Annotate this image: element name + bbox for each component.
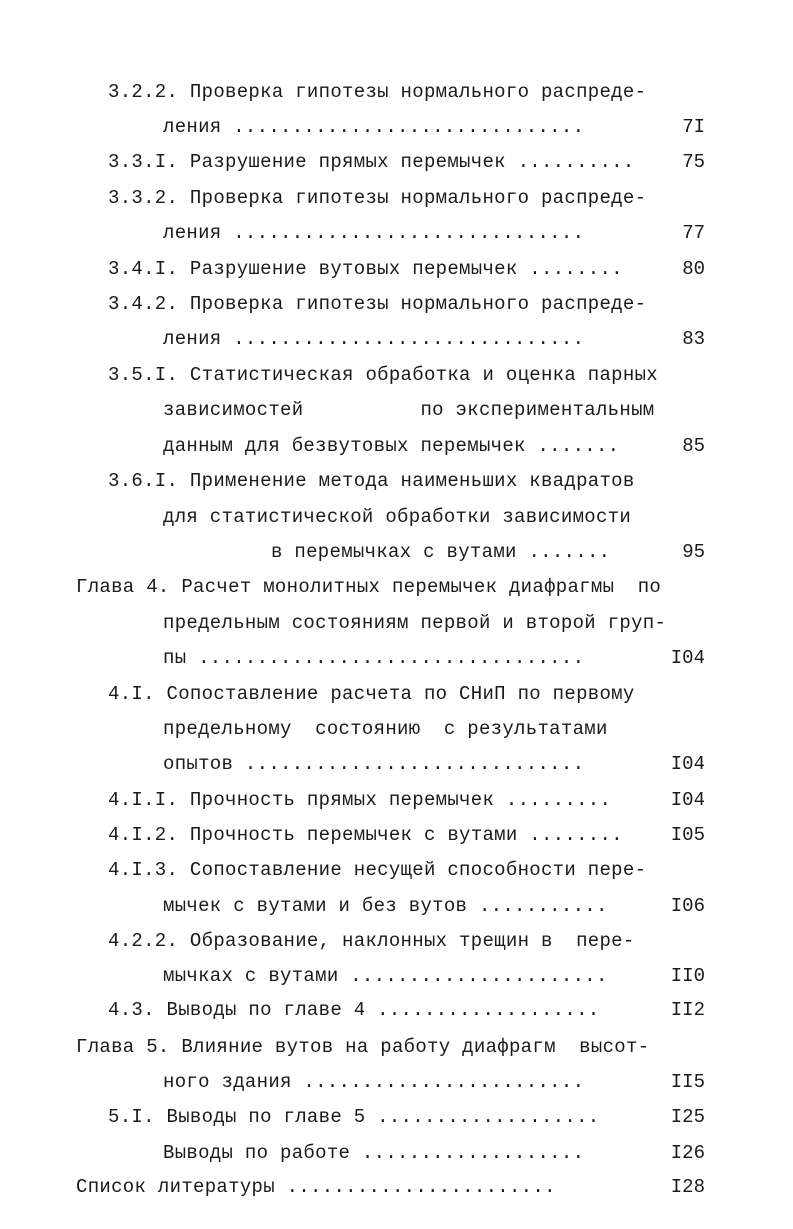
toc-line: 4.I. Сопоставление расчета по СНиП по первому xyxy=(108,683,635,705)
toc-line: мычек с вутами и без вутов ........... xyxy=(163,895,608,917)
toc-line: пы ................................. xyxy=(163,647,585,669)
toc-line: 3.6.I. Применение метода наименьших квадратов xyxy=(108,470,635,492)
toc-line: 5.I. Выводы по главе 5 ................... xyxy=(108,1106,600,1128)
toc-line: Глава 5. Влияние вутов на работу диафрагм высот- xyxy=(76,1036,650,1058)
toc-line: предельному состоянию с результатами xyxy=(163,718,608,740)
toc-page-number: I28 xyxy=(670,1176,705,1198)
toc-line: Выводы по работе ................... xyxy=(163,1142,585,1164)
toc-page-number: I06 xyxy=(670,895,705,917)
toc-line: 3.3.I. Разрушение прямых перемычек .......... xyxy=(108,151,635,173)
toc-line: 4.3. Выводы по главе 4 ................... xyxy=(108,999,600,1021)
toc-page-number: II0 xyxy=(670,965,705,987)
toc-line: 4.I.3. Сопоставление несущей способности пере- xyxy=(108,859,647,881)
toc-line: 4.2.2. Образование, наклонных трещин в пере- xyxy=(108,930,635,952)
toc-page-number: I25 xyxy=(670,1106,705,1128)
toc-line: Список литературы ....................... xyxy=(76,1176,556,1198)
toc-line: 3.4.2. Проверка гипотезы нормального распреде- xyxy=(108,293,647,315)
toc-line: мычках с вутами ...................... xyxy=(163,965,608,987)
toc-line: ления .............................. xyxy=(163,328,585,350)
toc-page-number: II2 xyxy=(670,999,705,1021)
toc-line: в перемычках с вутами ....... xyxy=(271,541,611,563)
toc-line: 4.I.I. Прочность прямых перемычек ......... xyxy=(108,789,612,811)
toc-page-number: I04 xyxy=(670,753,705,775)
toc-page-number: I05 xyxy=(670,824,705,846)
toc-line: зависимостей по экспериментальным xyxy=(163,399,655,421)
toc-line: 3.3.2. Проверка гипотезы нормального распреде- xyxy=(108,187,647,209)
toc-page-number: 95 xyxy=(682,541,705,563)
toc-line: данным для безвутовых перемычек ....... xyxy=(163,435,620,457)
toc-page-number: 85 xyxy=(682,435,705,457)
toc-line: 3.4.I. Разрушение вутовых перемычек ........ xyxy=(108,258,623,280)
toc-page-number: 77 xyxy=(682,222,705,244)
toc-line: предельным состояниям первой и второй груп- xyxy=(163,612,667,634)
toc-line: ления .............................. xyxy=(163,116,585,138)
toc-line: 3.5.I. Статистическая обработка и оценка парных xyxy=(108,364,658,386)
toc-line: ного здания ........................ xyxy=(163,1071,585,1093)
toc-page-number: 80 xyxy=(682,258,705,280)
toc-page-number: 7I xyxy=(682,116,705,138)
toc-line: 3.2.2. Проверка гипотезы нормального распреде- xyxy=(108,81,647,103)
toc-page-number: 83 xyxy=(682,328,705,350)
toc-page-number: I04 xyxy=(670,789,705,811)
toc-line: Глава 4. Расчет монолитных перемычек диафрагмы по xyxy=(76,576,662,598)
toc-line: опытов ............................. xyxy=(163,753,585,775)
toc-line: для статистической обработки зависимости xyxy=(163,506,632,528)
toc-line: 4.I.2. Прочность перемычек с вутами ........ xyxy=(108,824,623,846)
toc-page-number: II5 xyxy=(670,1071,705,1093)
toc-page-number: 75 xyxy=(682,151,705,173)
toc-line: ления .............................. xyxy=(163,222,585,244)
toc-page-number: I04 xyxy=(670,647,705,669)
toc-page-number: I26 xyxy=(670,1142,705,1164)
